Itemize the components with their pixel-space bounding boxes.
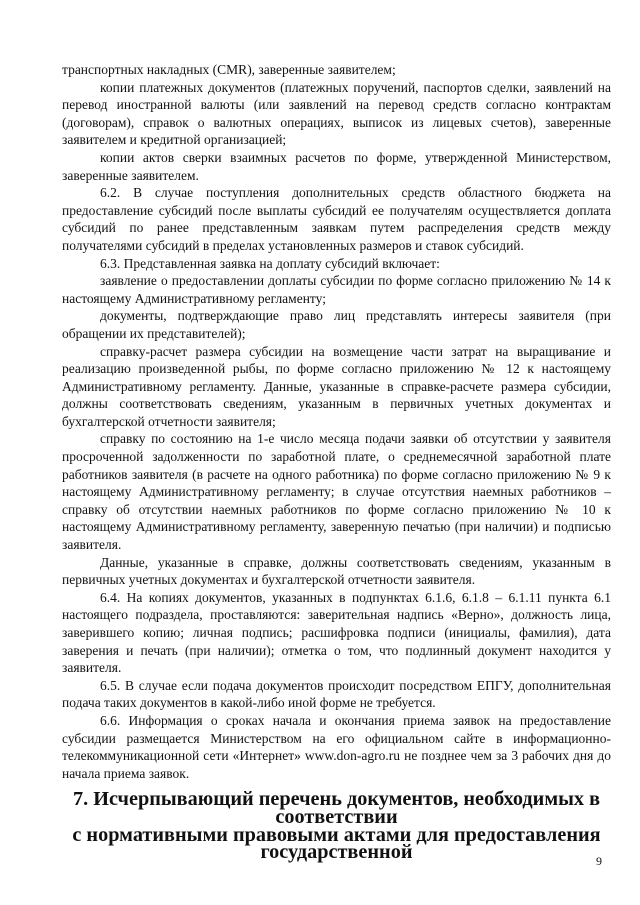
paragraph: 6.4. На копиях документов, указанных в подпунктах 6.1.6, 6.1.8 – 6.1.11 пункта 6.1 настоящего подраздела, проставляются: заверительная надпись «Верно», должность лица, заверившего копию; личная подпись; расшифровка подписи (инициалы, фамилия), дата заверения и печать (при наличии); отметка о том, что подлинный документ находится у заявителя. bbox=[62, 589, 611, 676]
paragraph: документы, подтверждающие право лиц представлять интересы заявителя (при обращении их представителей); bbox=[62, 308, 611, 341]
paragraph: заявление о предоставлении доплаты субсидии по форме согласно приложению № 14 к настоящему Административному регламенту; bbox=[62, 273, 611, 306]
paragraph: справку-расчет размера субсидии на возмещение части затрат на выращивание и реализацию произведенной рыбы, по форме согласно приложению № 12 к настоящему Административному регламенту. Данные, указанные в справке-расчете размера субсидии, должны соответствовать сведениям, указанным в первичных учетных документах и бухгалтерской отчетности заявителя; bbox=[62, 343, 611, 429]
paragraph: 6.3. Представленная заявка на доплату субсидий включает: bbox=[100, 255, 440, 271]
paragraph: копии актов сверки взаимных расчетов по форме, утвержденной Министерством, заверенные заявителем. bbox=[62, 149, 611, 183]
paragraph: Данные, указанные в справке, должны соответствовать сведениям, указанным в первичных учетных документах и бухгалтерской отчетности заявителя. bbox=[62, 554, 611, 588]
document-body bbox=[62, 61, 611, 862]
paragraph: 6.6. Информация о сроках начала и окончания приема заявок на предоставление субсидии размещается Министерством на его официальном сайте в информационно-телекоммуникационной сети «Интернет» www.don-agro.ru не позднее чем за 3 рабочих дня до начала приема заявок. bbox=[62, 712, 611, 781]
section-heading-line: 7. Исчерпывающий перечень документов, необходимых в соответствии bbox=[72, 788, 601, 828]
section-heading bbox=[62, 788, 611, 864]
paragraph: справку по состоянию на 1-е число месяца подачи заявки об отсутствии у заявителя просроченной задолженности по заработной плате, о среднемесячной заработной плате работников заявителя (в расчете на одного работника) по форме согласно приложению № 9 к настоящему Административному регламенту; в случае отсутствия наемных работников – справку об отсутствии наемных работников по форме согласно приложению № 10 к настоящему Административному регламенту, заверенную печатью (при наличии) и подписью заявителя. bbox=[62, 431, 611, 553]
page-number: 9 bbox=[596, 854, 602, 868]
paragraph: 6.2. В случае поступления дополнительных средств областного бюджета на предоставление субсидий после выплаты субсидий ее получателям осуществляется доплата субсидий по ранее представленным заявкам путем распределения средств между получателями субсидий в пределах установленных размеров и ставок субсидий. bbox=[62, 185, 611, 253]
section-heading-line: с нормативными правовыми актами для предоставления государственной bbox=[72, 823, 601, 864]
paragraph: копии платежных документов (платежных поручений, паспортов сделки, заявлений на перевод иностранной валюты (или заявлений на перевод средств согласно контрактам (договорам), справок о валютных операциях, выписок из лицевых счетов), заверенные заявителем и кредитной организацией; bbox=[62, 79, 611, 148]
paragraph: транспортных накладных (CMR), заверенные заявителем; bbox=[62, 62, 396, 77]
paragraph: 6.5. В случае если подача документов происходит посредством ЕПГУ, дополнительная подача таких документов в какой-либо иной форме не требуется. bbox=[62, 677, 611, 711]
